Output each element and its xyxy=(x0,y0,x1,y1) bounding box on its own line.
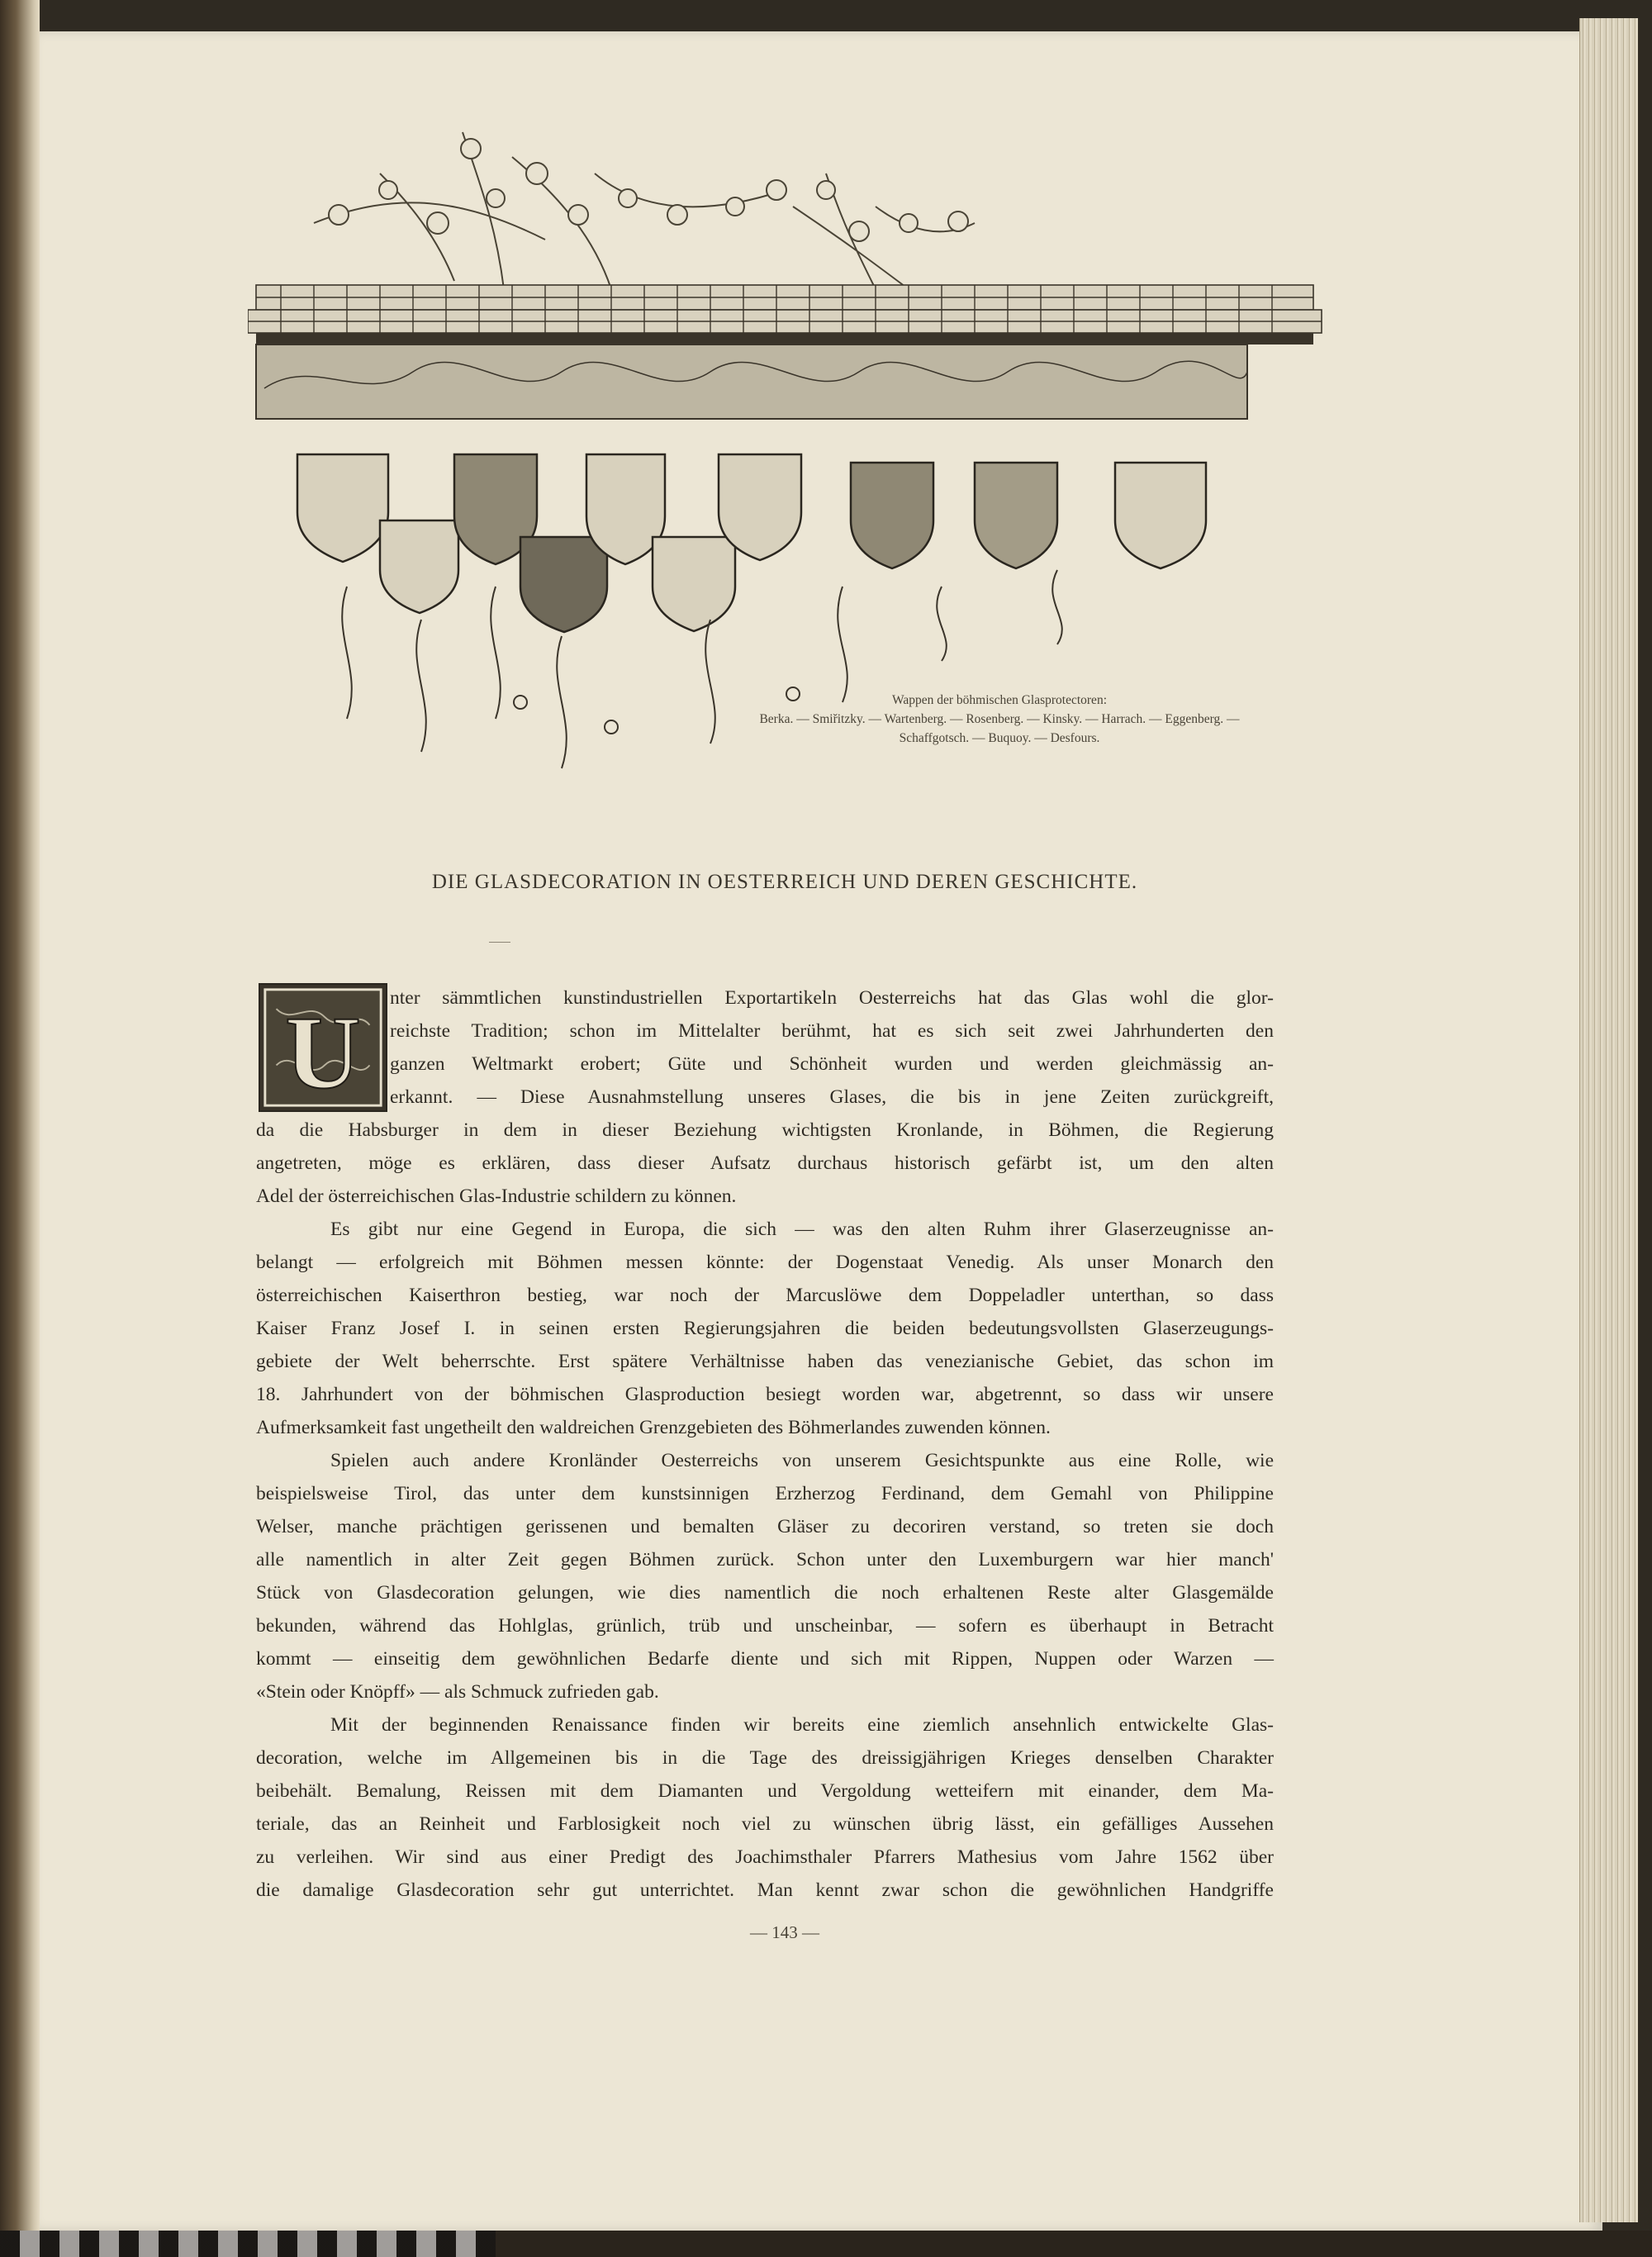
coat-of-arms-frieze-illustration xyxy=(248,124,1338,785)
text-line: Welser, manche prächtigen gerissenen und bemalten Gläser zu decoriren verstand, so treten sie doch xyxy=(256,1516,1274,1537)
text-line: 18. Jahrhundert von der böhmischen Glasproduction besiegt worden war, abgetrennt, so dass wir unsere xyxy=(256,1384,1274,1405)
caption-line: Schaffgotsch. — Buquoy. — Desfours. xyxy=(899,731,1100,745)
text-line: gebiete der Welt beherrschte. Erst spätere Verhältnisse haben das venezianische Gebiet, das schon im xyxy=(256,1351,1274,1372)
text-line: beispielsweise Tirol, das unter dem kunstsinnigen Erzherzog Ferdinand, dem Gemahl von Philippine xyxy=(256,1483,1274,1504)
body-text xyxy=(256,981,1274,1907)
page-edges xyxy=(1579,18,1638,2222)
text-line: Aufmerksamkeit fast ungetheilt den waldreichen Grenzgebieten des Böhmerlandes zuwenden können. xyxy=(256,1417,1051,1438)
scale-ruler xyxy=(0,2231,496,2257)
foliage-branches xyxy=(314,132,975,289)
text-line: Es gibt nur eine Gegend in Europa, die sich — was den alten Ruhm ihrer Glaserzeugnisse an- xyxy=(330,1219,1274,1240)
text-line: Kaiser Franz Josef I. in seinen ersten Regierungsjahren die beiden bedeutungsvollsten Glaserzeugungs- xyxy=(256,1318,1274,1339)
chapter-heading: DIE GLASDECORATION IN OESTERREICH UND DEREN GESCHICHTE. xyxy=(431,871,1138,893)
cornice-band xyxy=(256,333,1313,344)
heading-divider xyxy=(489,942,510,943)
text-line: Stück von Glasdecoration gelungen, wie dies namentlich die noch erhaltenen Reste alter Glasgemälde xyxy=(256,1582,1274,1604)
text-line: nter sämmtlichen kunstindustriellen Exportartikeln Oesterreichs hat das Glas wohl die glor- xyxy=(390,987,1274,1009)
text-line: decoration, welche im Allgemeinen bis in die Tage des dreissigjährigen Krieges denselben Charakter xyxy=(256,1747,1274,1769)
text-line: ganzen Weltmarkt erobert; Güte und Schönheit wurden und werden gleichmässig an- xyxy=(390,1053,1274,1075)
text-line: Mit der beginnenden Renaissance finden wir bereits eine ziemlich ansehnlich entwickelte Glas- xyxy=(330,1714,1274,1736)
caption-line: Wappen der böhmischen Glasprotectoren: xyxy=(891,693,1107,707)
caption-line: Berka. — Smiřitzky. — Wartenberg. — Rosenberg. — Kinsky. — Harrach. — Eggenberg. — xyxy=(759,712,1240,726)
text-line: die damalige Glasdecoration sehr gut unterrichtet. Man kennt zwar schon die gewöhnlichen Handgriffe xyxy=(256,1879,1274,1901)
text-line: Spielen auch andere Kronländer Oesterreichs von unserem Gesichtspunkte aus eine Rolle, wie xyxy=(330,1450,1274,1471)
illustration-caption xyxy=(702,691,1297,748)
escutcheons xyxy=(297,454,1206,632)
text-line: belangt — erfolgreich mit Böhmen messen könnte: der Dogenstaat Venedig. Als unser Monarch den xyxy=(256,1252,1274,1273)
text-line: österreichischen Kaiserthron bestieg, war noch der Marcuslöwe dem Doppeladler unterthan, so dass xyxy=(256,1285,1274,1306)
scan-edge-left xyxy=(0,0,40,2257)
text-line: Adel der österreichischen Glas-Industrie schildern zu können. xyxy=(256,1186,737,1207)
text-line: beibehält. Bemalung, Reissen mit dem Diamanten und Vergoldung wetteifern mit einander, dem Ma- xyxy=(256,1780,1274,1802)
text-line: alle namentlich in alter Zeit gegen Böhmen zurück. Schon unter den Luxemburgern war hier manch' xyxy=(256,1549,1274,1570)
text-line: «Stein oder Knöpff» — als Schmuck zufrieden gab. xyxy=(256,1681,659,1703)
drop-cap-letter: U xyxy=(285,995,361,1111)
roof-tiles xyxy=(248,285,1322,333)
text-line: da die Habsburger in dem in dieser Beziehung wichtigsten Kronlande, in Böhmen, die Regierung xyxy=(256,1119,1274,1141)
text-line: angetreten, möge es erklären, dass dieser Aufsatz durchaus historisch gefärbt ist, um den alten xyxy=(256,1152,1274,1174)
text-line: bekunden, während das Hohlglas, grünlich, trüb und unscheinbar, — sofern es überhaupt in Betracht xyxy=(256,1615,1274,1637)
text-line: erkannt. — Diese Ausnahmstellung unseres Glases, die bis in jene Zeiten zurückgreift, xyxy=(390,1086,1274,1108)
text-line: zu verleihen. Wir sind aus einer Predigt des Joachimsthaler Pfarrers Mathesius vom Jahre 1562 über xyxy=(256,1846,1274,1868)
text-line: reichste Tradition; schon im Mittelalter berühmt, hat es sich seit zwei Jahrhunderten den xyxy=(390,1020,1274,1042)
text-line: kommt — einseitig dem gewöhnlichen Bedarfe diente und sich mit Rippen, Nuppen oder Warzen — xyxy=(256,1648,1274,1670)
text-line: teriale, das an Reinheit und Farblosigkeit noch viel zu wünschen übrig lässt, ein gefälliges Aussehen xyxy=(256,1813,1274,1835)
ornamental-frieze-band xyxy=(256,344,1247,419)
page-number: — 143 — xyxy=(750,1922,819,1942)
